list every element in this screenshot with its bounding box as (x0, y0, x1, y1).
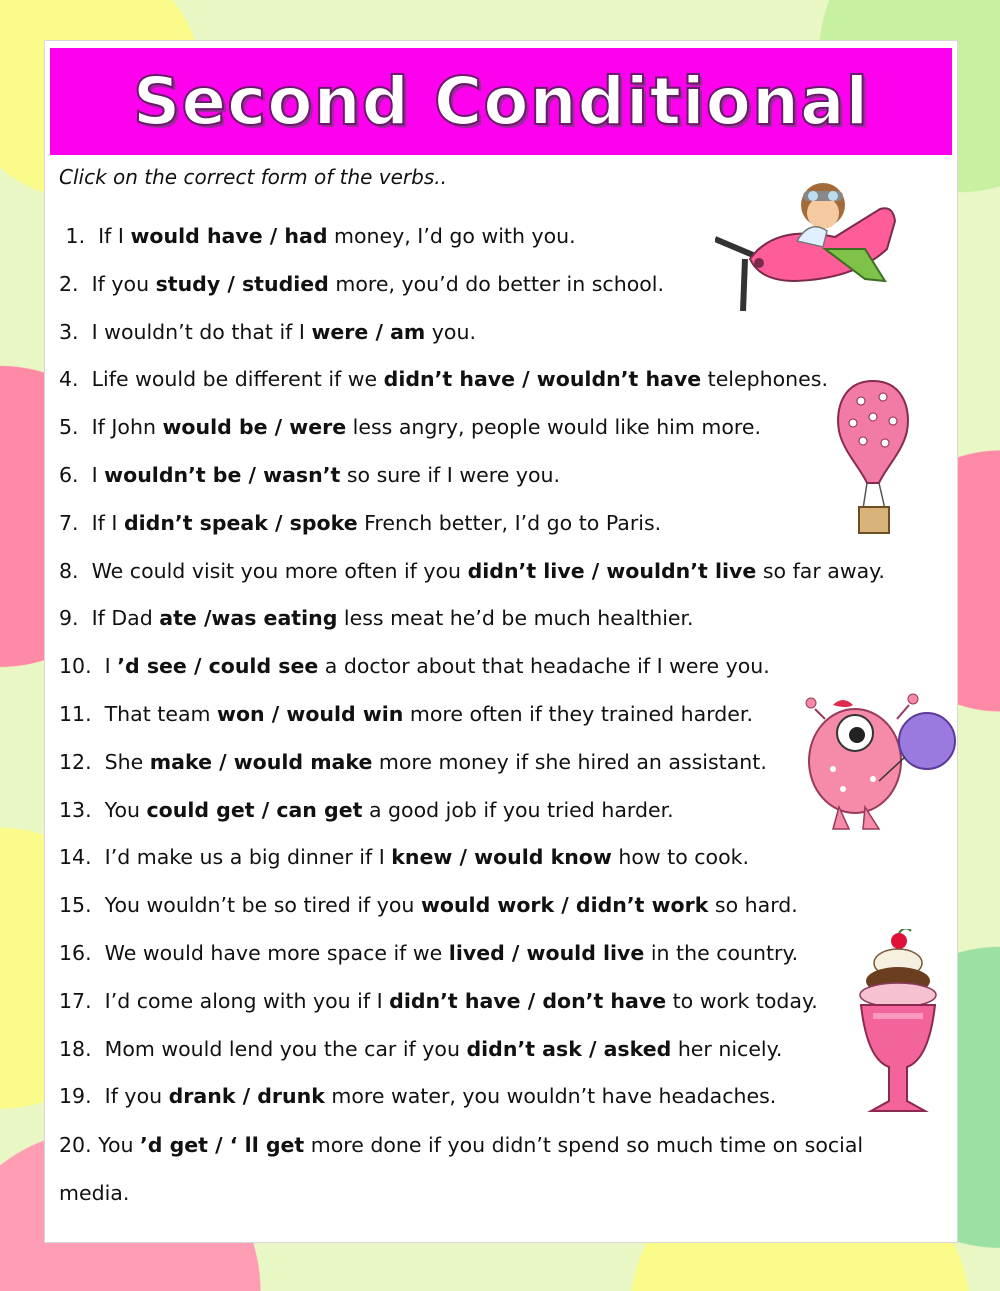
exercise-item: 19. If you drank / drunk more water, you wouldn’t have headaches. (59, 1084, 777, 1109)
exercise-item: 5. If John would be / were less angry, people would like him more. (59, 415, 761, 440)
worksheet-card (44, 40, 958, 1243)
verb-choice[interactable]: would have / had (130, 224, 328, 248)
verb-choice[interactable]: ’d see / could see (117, 654, 319, 679)
verb-choice[interactable]: wouldn’t be / wasn’t (104, 462, 341, 487)
page-title: Second Conditional (132, 63, 870, 140)
verb-choice[interactable]: drank / drunk (168, 1084, 325, 1109)
exercise-item: 12. She make / would make more money if she hired an assistant. (59, 749, 767, 774)
pink-monster-icon (803, 689, 963, 839)
verb-choice[interactable]: knew / would know (391, 845, 612, 870)
exercise-item: 10. I ’d see / could see a doctor about that headache if I were you. (59, 654, 770, 679)
verb-choice[interactable]: didn’t live / wouldn’t live (467, 558, 757, 583)
exercise-item: 16. We would have more space if we lived / would live in the country. (59, 940, 799, 965)
verb-choice[interactable]: ’d get / ‘ ll get (140, 1133, 305, 1158)
verb-choice[interactable]: lived / would live (448, 940, 645, 965)
exercise-item: 8. We could visit you more often if you didn’t live / wouldn’t live so far away. (59, 558, 885, 583)
verb-choice[interactable]: would work / didn’t work (420, 893, 709, 918)
verb-choice[interactable]: didn’t have / wouldn’t have (383, 367, 702, 392)
airplane-pilot-icon (715, 169, 905, 319)
exercise-item: 2. If you study / studied more, you’d do better in school. (59, 271, 664, 296)
exercise-item: 17. I’d come along with you if I didn’t have / don’t have to work today. (59, 988, 818, 1013)
verb-choice[interactable]: study / studied (155, 271, 329, 296)
verb-choice[interactable]: would be / were (162, 415, 347, 440)
instructions-text: Click on the correct form of the verbs.. (59, 165, 447, 189)
exercise-item: 4. Life would be different if we didn’t have / wouldn’t have telephones. (59, 367, 828, 392)
title-banner (50, 48, 952, 155)
exercise-item: 7. If I didn’t speak / spoke French better, I’d go to Paris. (59, 510, 662, 535)
verb-choice[interactable]: make / would make (149, 749, 373, 774)
exercise-item: 3. I wouldn’t do that if I were / am you. (59, 319, 476, 344)
ice-cream-sundae-icon (853, 929, 943, 1119)
verb-choice[interactable]: won / would win (217, 701, 404, 726)
verb-choice[interactable]: were / am (311, 319, 426, 344)
verb-choice[interactable]: could get / can get (146, 797, 363, 822)
exercise-item: 6. I wouldn’t be / wasn’t so sure if I were you. (59, 462, 561, 487)
verb-choice[interactable]: didn’t speak / spoke (123, 510, 358, 535)
exercise-item: 11. That team won / would win more often if they trained harder. (59, 701, 753, 726)
exercise-item: 1. If I would have / had money, I’d go with you. (65, 224, 576, 248)
verb-choice[interactable]: didn’t have / don’t have (389, 988, 667, 1013)
verb-choice[interactable]: ate /was eating (159, 606, 338, 631)
exercise-item: 20. You ’d get / ‘ ll get more done if you didn’t spend so much time on social media. (59, 1133, 864, 1206)
verb-choice[interactable]: didn’t ask / asked (466, 1036, 672, 1061)
exercise-item: 13. You could get / can get a good job if you tried harder. (59, 797, 674, 822)
exercise-item: 18. Mom would lend you the car if you didn’t ask / asked her nicely. (59, 1036, 783, 1061)
exercise-item: 9. If Dad ate /was eating less meat he’d be much healthier. (59, 606, 694, 631)
exercise-item: 15. You wouldn’t be so tired if you would work / didn’t work so hard. (59, 893, 798, 918)
exercise-item: 14. I’d make us a big dinner if I knew / would know how to cook. (59, 845, 750, 870)
hot-air-balloon-icon (833, 379, 913, 539)
